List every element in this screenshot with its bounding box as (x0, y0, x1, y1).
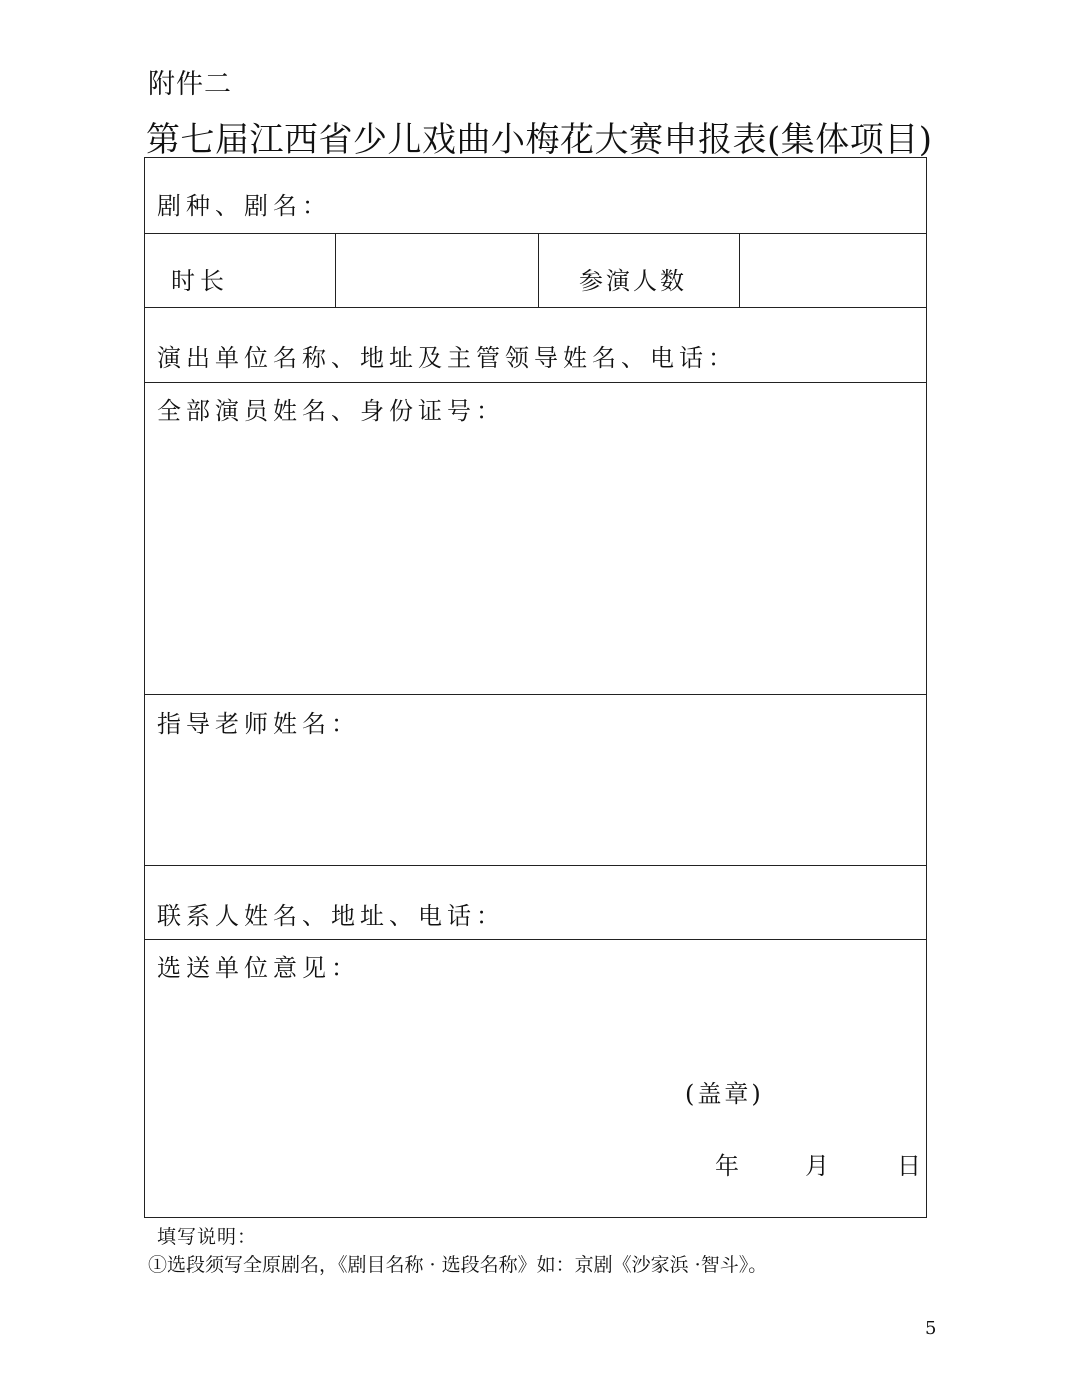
cell-divider (335, 234, 336, 307)
contact-label: 联系人姓名、地址、电话： (157, 902, 505, 930)
teacher-label: 指导老师姓名： (157, 710, 360, 738)
unit-info-row[interactable] (145, 307, 926, 382)
teacher-row[interactable] (145, 694, 926, 865)
seal-label: (盖章) (685, 1080, 764, 1108)
day-label: 日 (897, 1152, 921, 1180)
genre-title-label: 剧种、剧名： (157, 192, 331, 220)
unit-info-label: 演出单位名称、地址及主管领导姓名、电话： (157, 344, 737, 372)
page-number: 5 (925, 1318, 937, 1339)
cell-divider (538, 234, 539, 307)
genre-title-row (145, 158, 926, 233)
participants-label: 参演人数 (579, 267, 687, 295)
month-label: 月 (805, 1152, 829, 1180)
opinion-row[interactable] (145, 939, 926, 1219)
contact-row[interactable] (145, 865, 926, 939)
actors-label: 全部演员姓名、身份证号： (157, 397, 505, 425)
application-form (144, 157, 927, 1218)
notes-title: 填写说明： (157, 1226, 258, 1248)
duration-field[interactable] (337, 234, 538, 307)
attachment-label: 附件二 (148, 69, 232, 100)
participants-field[interactable] (741, 234, 926, 307)
duration-label: 时长 (171, 267, 229, 295)
duration-participants-row (145, 233, 926, 307)
year-label: 年 (715, 1152, 739, 1180)
actors-row[interactable] (145, 382, 926, 694)
notes-item: ①选段须写全原剧名，《剧目名称 · 选段名称》如：京剧《沙家浜 ·智斗》。 (148, 1254, 768, 1276)
form-title: 第七届江西省少儿戏曲小梅花大赛申报表(集体项目) (146, 120, 933, 160)
cell-divider (739, 234, 740, 307)
opinion-label: 选送单位意见： (157, 954, 360, 982)
